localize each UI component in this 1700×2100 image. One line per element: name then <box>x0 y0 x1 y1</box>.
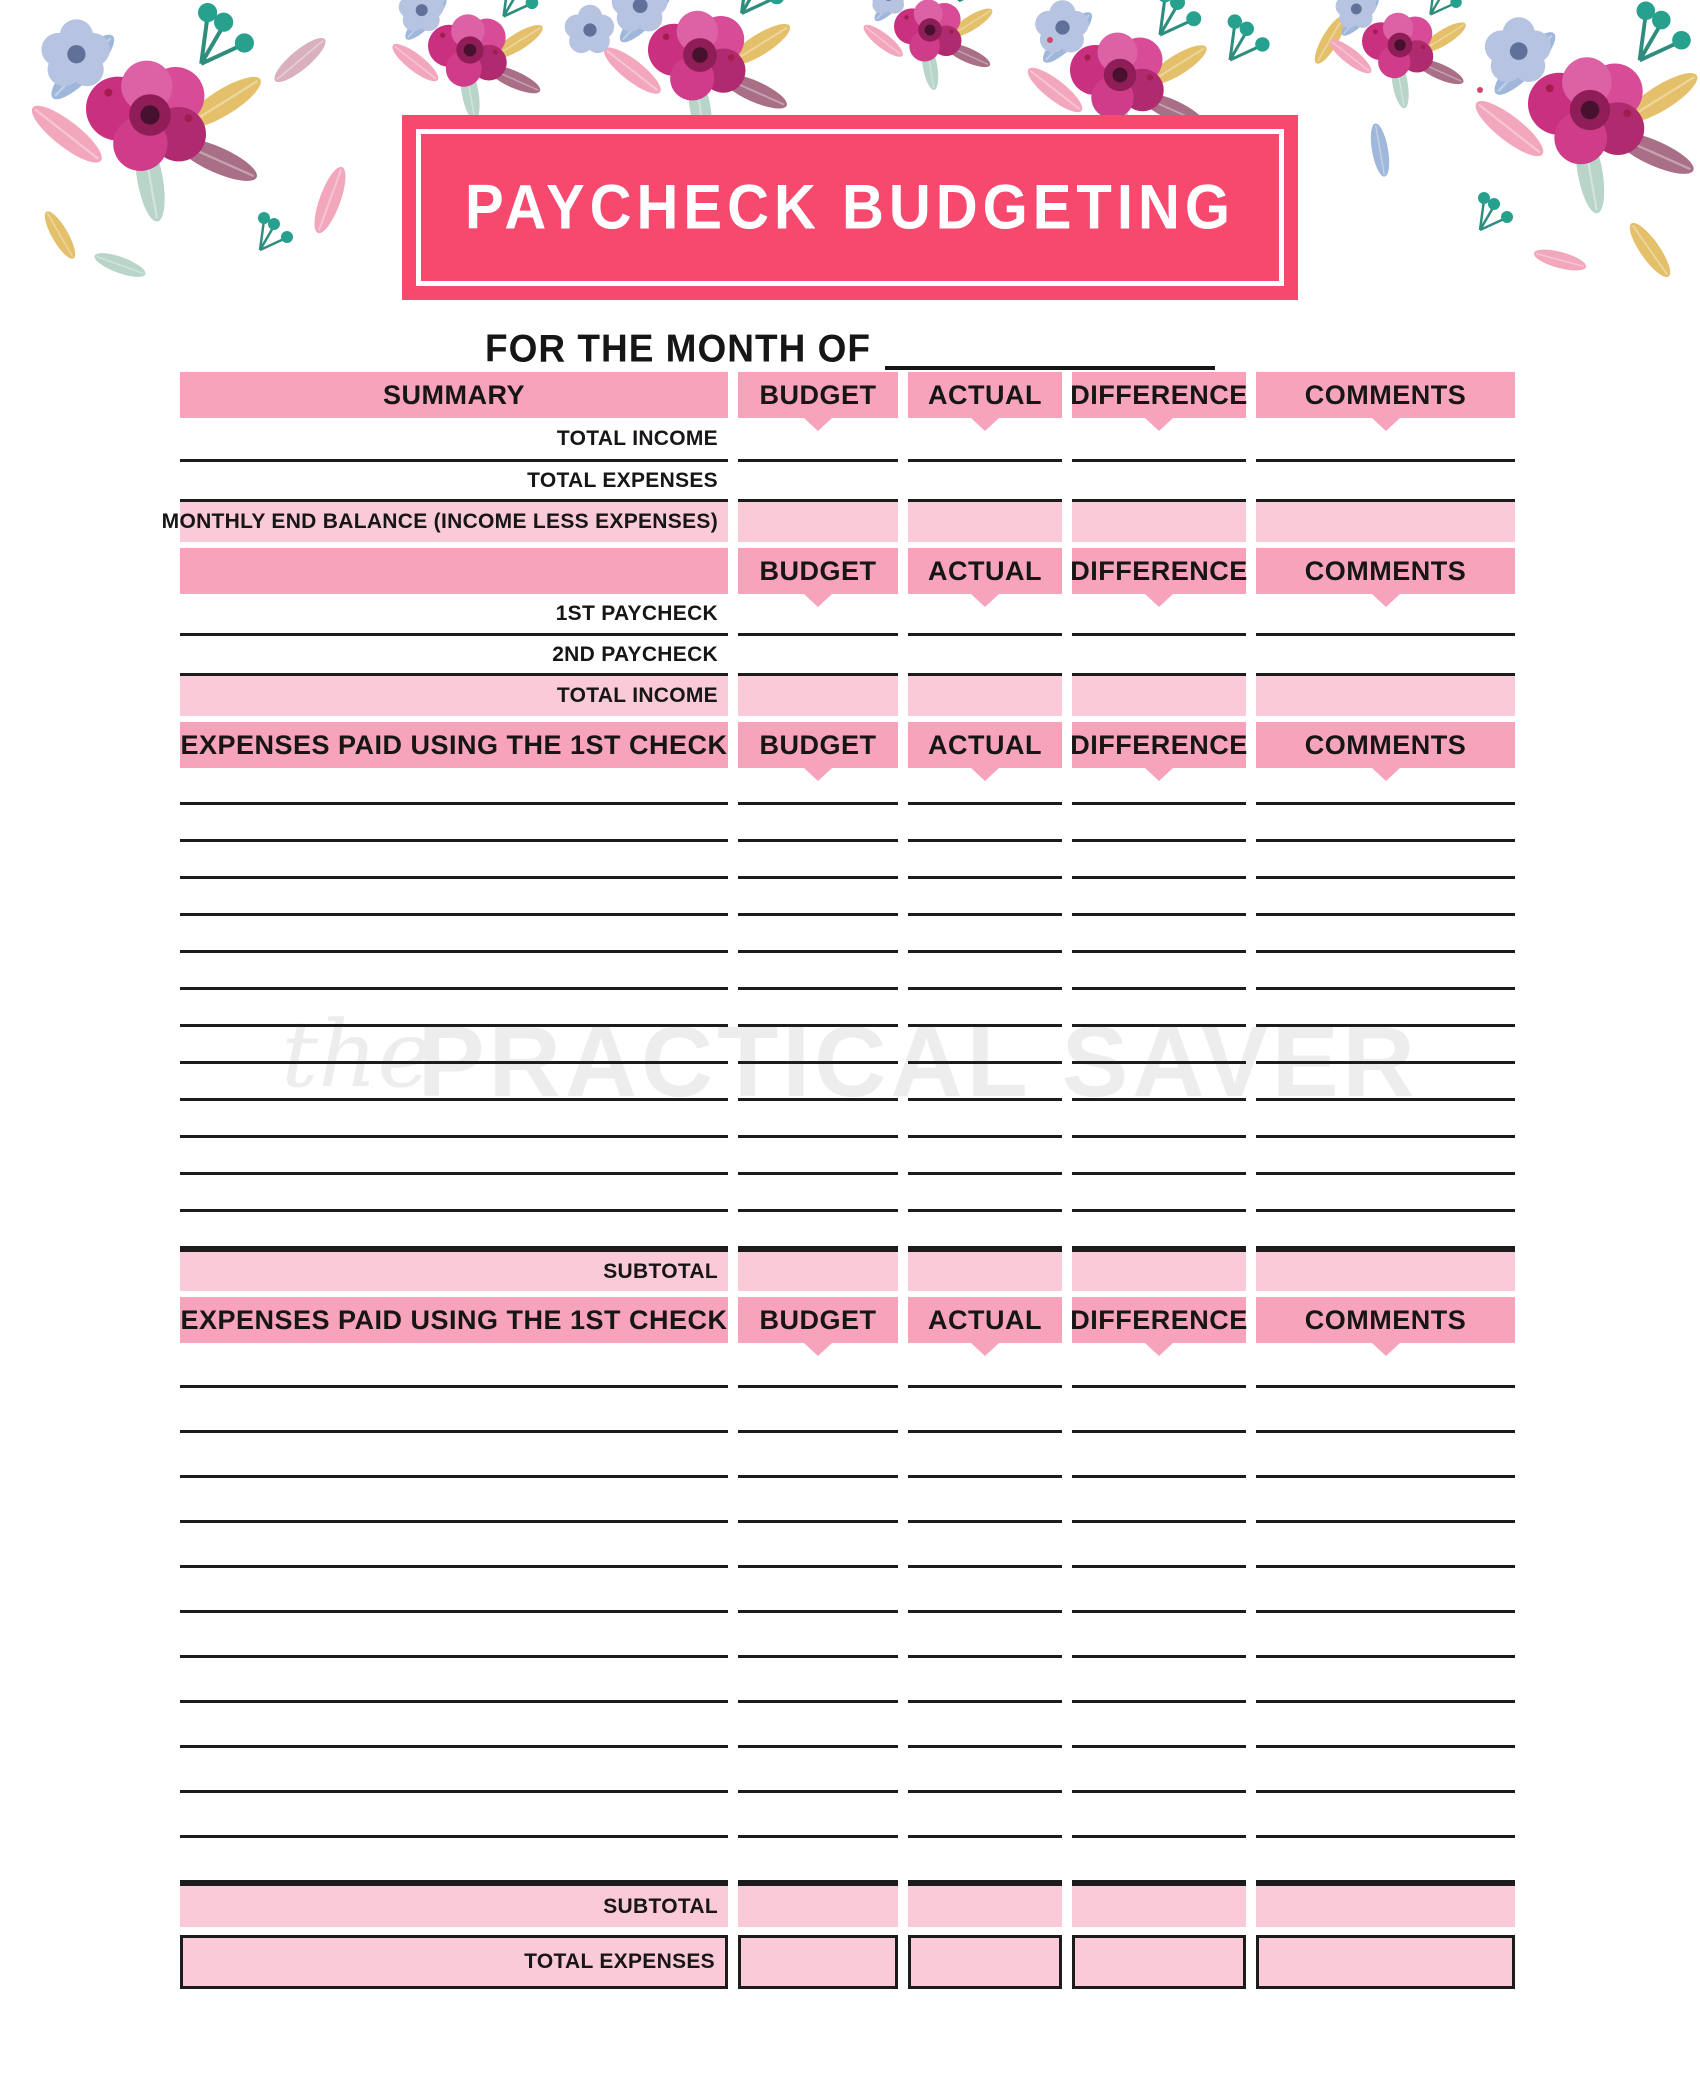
expense-row <box>180 1027 1515 1064</box>
expense-row <box>180 1838 1515 1883</box>
actual-field[interactable] <box>908 1883 1062 1927</box>
actual-field[interactable] <box>908 1175 1062 1212</box>
comments-field[interactable] <box>1256 676 1515 716</box>
income-header-blank-cell <box>180 548 728 594</box>
budget-field[interactable] <box>738 1523 898 1568</box>
difference-field[interactable] <box>1072 1388 1246 1433</box>
expense-row <box>180 1433 1515 1478</box>
difference-field[interactable] <box>1072 1138 1246 1175</box>
grand-total-expenses-row <box>180 1935 1515 1989</box>
actual-field[interactable] <box>908 1027 1062 1064</box>
watermark-text: PRACTICAL SAVER <box>417 1006 1419 1118</box>
comments-field[interactable] <box>1256 1138 1515 1175</box>
first-paycheck-row <box>180 594 1515 636</box>
expense-row <box>180 953 1515 990</box>
expenses-1-header-row <box>180 722 1515 768</box>
difference-field[interactable] <box>1072 1101 1246 1138</box>
difference-field[interactable] <box>1072 842 1246 879</box>
expense-name-field[interactable] <box>180 879 728 916</box>
comments-field[interactable] <box>1256 990 1515 1027</box>
expense-row <box>180 1101 1515 1138</box>
actual-field[interactable] <box>908 636 1062 676</box>
budget-field[interactable] <box>738 1613 898 1658</box>
budget-field[interactable] <box>738 1478 898 1523</box>
comments-field[interactable] <box>1256 879 1515 916</box>
comments-field[interactable] <box>1256 1793 1515 1838</box>
subtotal-label: SUBTOTAL <box>180 1249 728 1291</box>
expense-row <box>180 1703 1515 1748</box>
difference-field[interactable] <box>1072 879 1246 916</box>
expense-name-field[interactable] <box>180 1568 728 1613</box>
comments-field[interactable] <box>1256 502 1515 542</box>
expense-name-field[interactable] <box>180 1101 728 1138</box>
expense-row <box>180 1175 1515 1212</box>
month-row <box>0 318 1700 370</box>
expense-row <box>180 1064 1515 1101</box>
actual-field[interactable] <box>908 1568 1062 1613</box>
budget-field[interactable] <box>738 502 898 542</box>
expense-name-field[interactable] <box>180 768 728 805</box>
expense-row <box>180 1568 1515 1613</box>
difference-field[interactable] <box>1072 953 1246 990</box>
summary-header-cell: SUMMARY <box>180 372 728 418</box>
expenses-2-header-row <box>180 1297 1515 1343</box>
budget-field[interactable] <box>738 1138 898 1175</box>
budget-column-header: BUDGET <box>738 548 898 594</box>
actual-field[interactable] <box>908 1101 1062 1138</box>
expenses-1-header-cell: EXPENSES PAID USING THE 1ST CHECK <box>180 722 728 768</box>
budget-field[interactable] <box>738 1101 898 1138</box>
expense-name-field[interactable] <box>180 1613 728 1658</box>
actual-field[interactable] <box>908 805 1062 842</box>
actual-field[interactable] <box>908 462 1062 502</box>
expense-name-field[interactable] <box>180 805 728 842</box>
actual-field[interactable] <box>908 1138 1062 1175</box>
actual-field[interactable] <box>908 676 1062 716</box>
expense-name-field[interactable] <box>180 1523 728 1568</box>
actual-column-header: ACTUAL <box>908 722 1062 768</box>
summary-header-row <box>180 372 1515 418</box>
difference-field[interactable] <box>1072 916 1246 953</box>
expense-row <box>180 916 1515 953</box>
budget-field[interactable] <box>738 1703 898 1748</box>
difference-field[interactable] <box>1072 1249 1246 1291</box>
difference-field[interactable] <box>1072 1748 1246 1793</box>
budget-column-header: BUDGET <box>738 1297 898 1343</box>
actual-column-header: ACTUAL <box>908 548 1062 594</box>
expense-row <box>180 990 1515 1027</box>
expenses-2-header-cell: EXPENSES PAID USING THE 1ST CHECK <box>180 1297 728 1343</box>
difference-field[interactable] <box>1072 1935 1246 1989</box>
difference-field[interactable] <box>1072 990 1246 1027</box>
expense-name-field[interactable] <box>180 990 728 1027</box>
comments-field[interactable] <box>1256 1883 1515 1927</box>
difference-field[interactable] <box>1072 1703 1246 1748</box>
budget-field[interactable] <box>738 1064 898 1101</box>
budget-field[interactable] <box>738 1793 898 1838</box>
comments-field[interactable] <box>1256 953 1515 990</box>
title-banner <box>402 115 1298 300</box>
comments-field[interactable] <box>1256 805 1515 842</box>
comments-field[interactable] <box>1256 1478 1515 1523</box>
budget-field[interactable] <box>738 1838 898 1883</box>
summary-total-expenses-row <box>180 462 1515 502</box>
difference-field[interactable] <box>1072 1523 1246 1568</box>
comments-column-header: COMMENTS <box>1256 372 1515 418</box>
actual-field[interactable] <box>908 1703 1062 1748</box>
difference-field[interactable] <box>1072 1568 1246 1613</box>
actual-field[interactable] <box>908 953 1062 990</box>
expense-name-field[interactable] <box>180 1027 728 1064</box>
budget-field[interactable] <box>738 916 898 953</box>
difference-field[interactable] <box>1072 1838 1246 1883</box>
difference-field[interactable] <box>1072 1027 1246 1064</box>
budget-field[interactable] <box>738 1935 898 1989</box>
budget-field[interactable] <box>738 1388 898 1433</box>
comments-column-header: COMMENTS <box>1256 722 1515 768</box>
actual-field[interactable] <box>908 916 1062 953</box>
comments-field[interactable] <box>1256 1613 1515 1658</box>
month-label: FOR THE MONTH OF <box>485 326 871 370</box>
comments-field[interactable] <box>1256 1523 1515 1568</box>
monthly-end-balance-label: MONTHLY END BALANCE (INCOME LESS EXPENSES) <box>180 502 728 542</box>
expense-row <box>180 1613 1515 1658</box>
budget-field[interactable] <box>738 676 898 716</box>
difference-field[interactable] <box>1072 1883 1246 1927</box>
actual-field[interactable] <box>908 1388 1062 1433</box>
comments-field[interactable] <box>1256 1064 1515 1101</box>
expenses-1-subtotal-row <box>180 1249 1515 1291</box>
income-header-row <box>180 548 1515 594</box>
comments-field[interactable] <box>1256 462 1515 502</box>
comments-field[interactable] <box>1256 1388 1515 1433</box>
comments-field[interactable] <box>1256 1838 1515 1883</box>
budget-field[interactable] <box>738 842 898 879</box>
comments-field[interactable] <box>1256 842 1515 879</box>
difference-field[interactable] <box>1072 676 1246 716</box>
expense-row <box>180 768 1515 805</box>
actual-field[interactable] <box>908 842 1062 879</box>
comments-field[interactable] <box>1256 1027 1515 1064</box>
actual-field[interactable] <box>908 1935 1062 1989</box>
budget-field[interactable] <box>738 805 898 842</box>
difference-field[interactable] <box>1072 1433 1246 1478</box>
budget-field[interactable] <box>738 879 898 916</box>
actual-field[interactable] <box>908 879 1062 916</box>
difference-field[interactable] <box>1072 1658 1246 1703</box>
expense-row <box>180 805 1515 842</box>
budget-field[interactable] <box>738 990 898 1027</box>
comments-field[interactable] <box>1256 1568 1515 1613</box>
second-paycheck-row <box>180 636 1515 676</box>
actual-field[interactable] <box>908 1748 1062 1793</box>
comments-column-header: COMMENTS <box>1256 1297 1515 1343</box>
difference-field[interactable] <box>1072 1478 1246 1523</box>
actual-field[interactable] <box>908 1838 1062 1883</box>
income-total-label: TOTAL INCOME <box>180 676 728 716</box>
expenses-2-subtotal-row <box>180 1883 1515 1927</box>
budget-field[interactable] <box>738 1433 898 1478</box>
expense-row <box>180 1212 1515 1249</box>
expense-name-field[interactable] <box>180 1748 728 1793</box>
actual-field[interactable] <box>908 990 1062 1027</box>
watermark-script: the <box>281 1001 432 1108</box>
comments-field[interactable] <box>1256 1658 1515 1703</box>
first-paycheck-label: 1ST PAYCHECK <box>180 594 728 636</box>
actual-field[interactable] <box>908 1613 1062 1658</box>
actual-column-header: ACTUAL <box>908 1297 1062 1343</box>
actual-field[interactable] <box>908 1433 1062 1478</box>
expense-name-field[interactable] <box>180 1175 728 1212</box>
total-income-label: TOTAL INCOME <box>180 418 728 462</box>
comments-field[interactable] <box>1256 1101 1515 1138</box>
actual-column-header: ACTUAL <box>908 372 1062 418</box>
comments-field[interactable] <box>1256 1935 1515 1989</box>
expense-row <box>180 842 1515 879</box>
actual-field[interactable] <box>908 1249 1062 1291</box>
difference-field[interactable] <box>1072 1613 1246 1658</box>
difference-field[interactable] <box>1072 1793 1246 1838</box>
income-total-row <box>180 676 1515 716</box>
expense-name-field[interactable] <box>180 1433 728 1478</box>
monthly-end-balance-row <box>161 502 1515 542</box>
expense-row <box>180 1478 1515 1523</box>
actual-field[interactable] <box>908 1478 1062 1523</box>
actual-field[interactable] <box>908 502 1062 542</box>
comments-field[interactable] <box>1256 1703 1515 1748</box>
budget-field[interactable] <box>738 1568 898 1613</box>
month-input-line[interactable] <box>885 356 1215 370</box>
expense-row <box>180 1793 1515 1838</box>
expense-row <box>180 1138 1515 1175</box>
actual-field[interactable] <box>908 1793 1062 1838</box>
difference-column-header: DIFFERENCE <box>1072 722 1246 768</box>
total-expenses-label: TOTAL EXPENSES <box>180 462 728 502</box>
budget-table <box>161 372 1515 1989</box>
budget-field[interactable] <box>738 636 898 676</box>
expense-row <box>180 1658 1515 1703</box>
budget-field[interactable] <box>738 462 898 502</box>
comments-field[interactable] <box>1256 1433 1515 1478</box>
page-title: PAYCHECK BUDGETING <box>465 172 1235 243</box>
difference-field[interactable] <box>1072 636 1246 676</box>
budget-field[interactable] <box>738 1748 898 1793</box>
actual-field[interactable] <box>908 1212 1062 1249</box>
actual-field[interactable] <box>908 1064 1062 1101</box>
expense-name-field[interactable] <box>180 916 728 953</box>
comments-field[interactable] <box>1256 1748 1515 1793</box>
difference-field[interactable] <box>1072 805 1246 842</box>
budget-field[interactable] <box>738 1212 898 1249</box>
difference-field[interactable] <box>1072 502 1246 542</box>
comments-field[interactable] <box>1256 1175 1515 1212</box>
expense-name-field[interactable] <box>180 1703 728 1748</box>
budget-field[interactable] <box>738 1658 898 1703</box>
budget-column-header: BUDGET <box>738 722 898 768</box>
difference-field[interactable] <box>1072 1212 1246 1249</box>
title-banner-inner-border <box>416 129 1284 286</box>
difference-field[interactable] <box>1072 1175 1246 1212</box>
expenses-1-rows <box>180 768 1515 1249</box>
expense-name-field[interactable] <box>180 1793 728 1838</box>
expenses-2-rows <box>180 1343 1515 1883</box>
difference-column-header: DIFFERENCE <box>1072 372 1246 418</box>
expense-name-field[interactable] <box>180 1838 728 1883</box>
expense-row <box>180 1388 1515 1433</box>
expense-row <box>180 879 1515 916</box>
expense-name-field[interactable] <box>180 1658 728 1703</box>
budget-field[interactable] <box>738 1027 898 1064</box>
summary-total-income-row <box>180 418 1515 462</box>
expense-name-field[interactable] <box>180 1388 728 1433</box>
difference-column-header: DIFFERENCE <box>1072 548 1246 594</box>
difference-column-header: DIFFERENCE <box>1072 1297 1246 1343</box>
expense-row <box>180 1343 1515 1388</box>
expense-name-field[interactable] <box>180 1478 728 1523</box>
difference-field[interactable] <box>1072 462 1246 502</box>
expense-name-field[interactable] <box>180 1212 728 1249</box>
difference-field[interactable] <box>1072 1064 1246 1101</box>
expense-name-field[interactable] <box>180 953 728 990</box>
second-paycheck-label: 2ND PAYCHECK <box>180 636 728 676</box>
expense-row <box>180 1748 1515 1793</box>
budget-column-header: BUDGET <box>738 372 898 418</box>
expense-name-field[interactable] <box>180 842 728 879</box>
expense-name-field[interactable] <box>180 1064 728 1101</box>
actual-field[interactable] <box>908 1658 1062 1703</box>
comments-field[interactable] <box>1256 636 1515 676</box>
budget-field[interactable] <box>738 1175 898 1212</box>
actual-field[interactable] <box>908 1523 1062 1568</box>
expense-name-field[interactable] <box>180 1343 728 1388</box>
comments-field[interactable] <box>1256 1212 1515 1249</box>
budget-field[interactable] <box>738 953 898 990</box>
budget-field[interactable] <box>738 1249 898 1291</box>
expense-name-field[interactable] <box>180 1138 728 1175</box>
comments-field[interactable] <box>1256 916 1515 953</box>
comments-column-header: COMMENTS <box>1256 548 1515 594</box>
budget-field[interactable] <box>738 1883 898 1927</box>
comments-field[interactable] <box>1256 1249 1515 1291</box>
grand-total-expenses-label: TOTAL EXPENSES <box>180 1935 728 1989</box>
subtotal-label: SUBTOTAL <box>180 1883 728 1927</box>
expense-row <box>180 1523 1515 1568</box>
